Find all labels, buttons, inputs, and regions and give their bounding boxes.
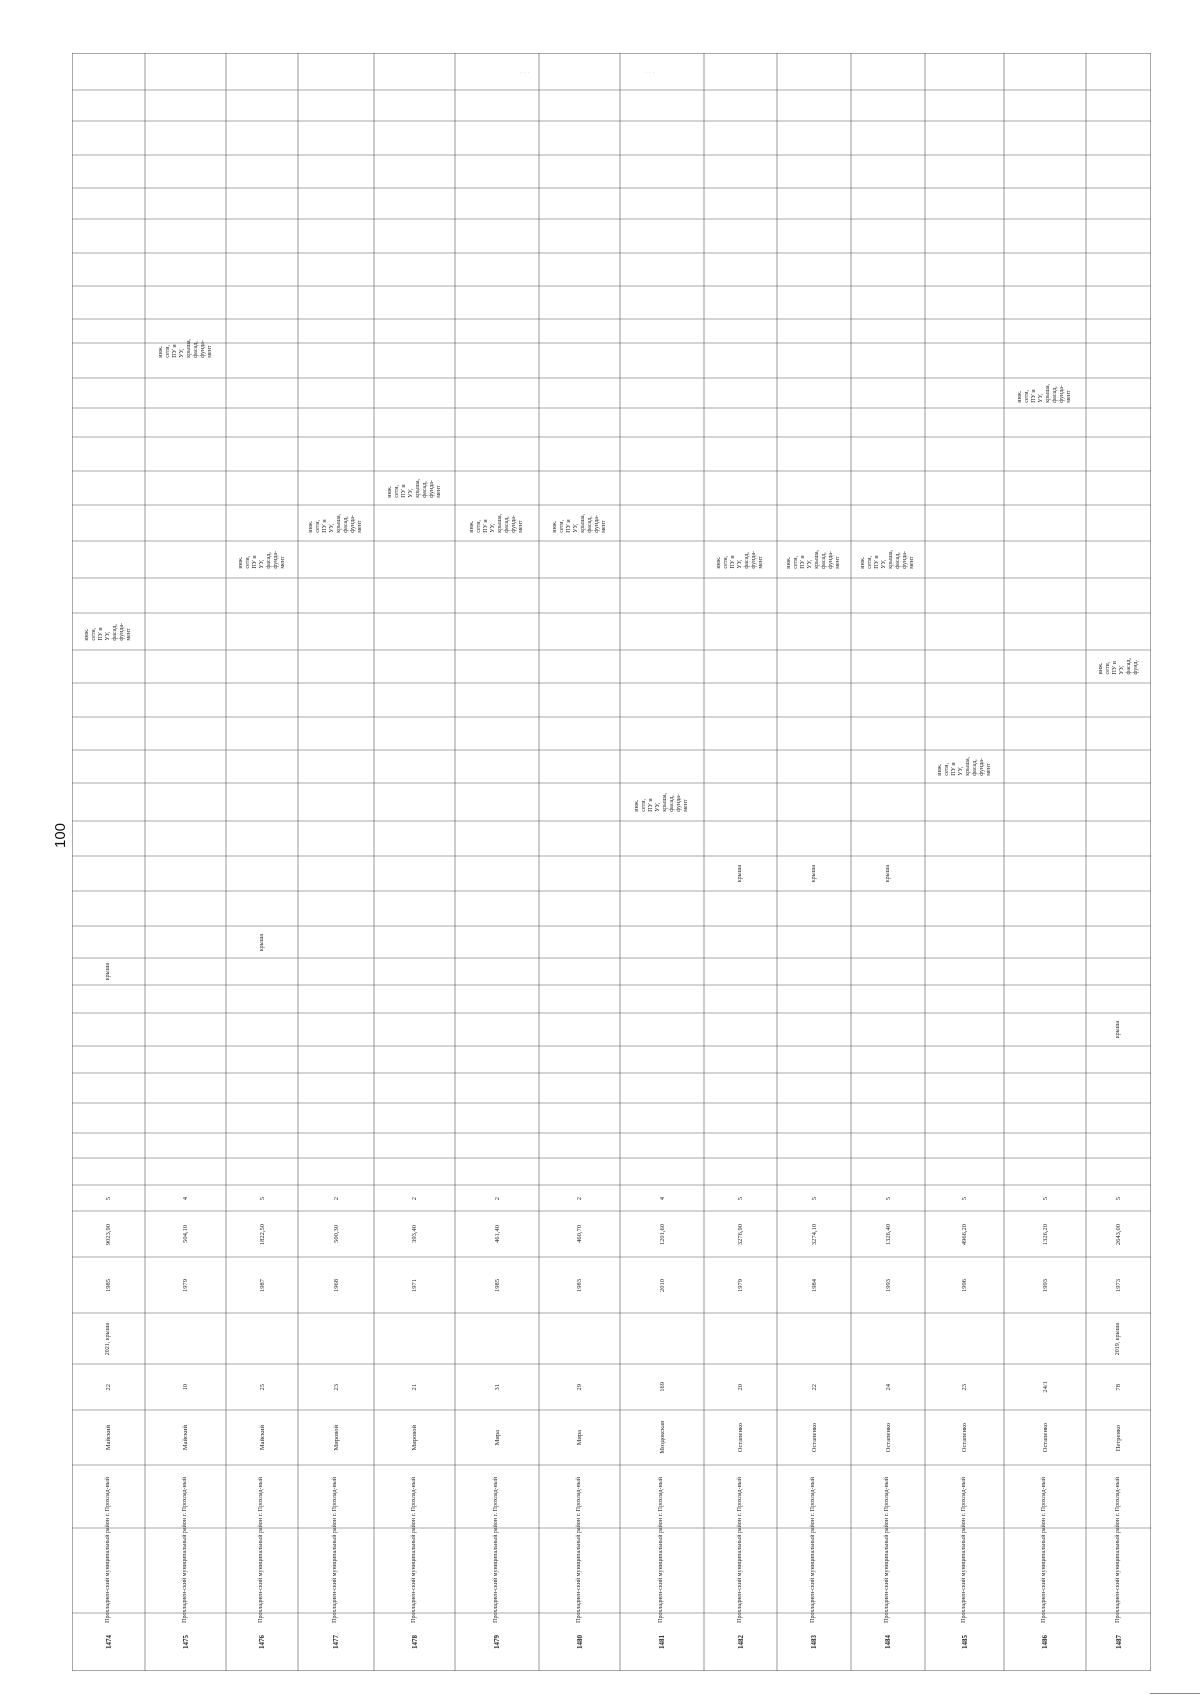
- floors-cell: 5: [105, 1196, 112, 1200]
- row-number: 1476: [258, 1635, 266, 1649]
- city-cell: г. Прохлад-ный: [736, 1477, 743, 1517]
- floors-cell: 5: [961, 1196, 968, 1200]
- district-cell: Прохладнен-ский муниципальный район: [104, 1518, 111, 1623]
- house-cell: 31: [493, 1383, 501, 1390]
- district-cell: Прохладнен-ский муниципальный район: [960, 1518, 967, 1623]
- faint-mark: · · ·: [520, 70, 530, 76]
- house-cell: 22: [810, 1383, 818, 1390]
- year-cell: 1987: [258, 1278, 266, 1292]
- district-cell: Прохладнен-ский муниципальный район: [658, 1518, 664, 1623]
- work-type-cell: инж. сети, ПУ и УУ, крыша, фасад, фунда- мент: [551, 513, 607, 533]
- row-number: 1485: [960, 1635, 969, 1649]
- row-number: 1482: [736, 1635, 745, 1649]
- city-cell: г. Прохлад-ный: [258, 1477, 264, 1517]
- area-cell: 4966,20: [961, 1223, 968, 1245]
- faint-mark: · · ·: [645, 70, 655, 76]
- area-cell: 3274,10: [810, 1223, 818, 1245]
- work-type-cell: инж. сети, ПУ и УУ, крыша, фасад, фунда- мент: [469, 513, 524, 533]
- street-cell: Остапенко: [737, 1423, 744, 1453]
- year-cell: 1968: [332, 1278, 340, 1292]
- area-cell: 2643,00: [1115, 1223, 1122, 1245]
- area-cell: 1326,40: [884, 1223, 892, 1245]
- year-cell: 1983: [576, 1278, 583, 1292]
- street-cell: Мировой: [332, 1424, 340, 1451]
- district-cell: Прохладнен-ский муниципальный район: [736, 1518, 743, 1623]
- district-cell: Прохладнен-ский муниципальный район: [181, 1518, 188, 1623]
- work-type-cell: инж. сети, ПУ и УУ, крыша, фасад, фунда- мент: [308, 513, 363, 533]
- street-cell: Мировой: [411, 1424, 418, 1451]
- work-type-cell: инж. сети, ПУ и УУ, крыша, фасад, фунда- мент: [860, 550, 915, 569]
- city-cell: г. Прохлад-ный: [181, 1477, 188, 1517]
- note-cell: 2021, крыша: [104, 1322, 111, 1355]
- year-cell: 1985: [105, 1278, 112, 1292]
- floors-cell: 2: [411, 1196, 418, 1200]
- work-type-cell: инж. сети, ПУ и УУ, крыша, фасад, фунда- мент: [1017, 383, 1072, 403]
- area-cell: 1326,20: [1041, 1223, 1049, 1245]
- floors-cell: 2: [493, 1196, 501, 1200]
- work-type-cell: крыша: [105, 963, 111, 981]
- street-cell: Остапенко: [1041, 1423, 1049, 1453]
- area-cell: 1201,60: [658, 1223, 666, 1245]
- row-number: 1486: [1041, 1635, 1049, 1649]
- street-cell: Мира: [576, 1430, 583, 1446]
- work-type-cell: инж. сети, ПУ и УУ, фасад, фунда- мент: [716, 550, 764, 569]
- street-cell: Остапенко: [810, 1423, 818, 1453]
- work-type-cell: инж. сети, ПУ и УУ, крыша, фасад, фунда- мент: [936, 757, 992, 776]
- district-cell: Прохладнен-ский муниципальный район: [1041, 1518, 1047, 1623]
- district-cell: Прохладнен-ский муниципальный район: [884, 1518, 890, 1623]
- city-cell: г. Прохлад-ный: [332, 1477, 338, 1517]
- street-cell: Остапенко: [961, 1423, 968, 1453]
- year-cell: 1979: [737, 1278, 744, 1292]
- street-cell: Моздокская: [658, 1421, 666, 1454]
- city-cell: г. Прохлад-ный: [1041, 1477, 1047, 1517]
- house-cell: 22: [105, 1383, 112, 1390]
- work-type-cell: крыша: [258, 933, 265, 951]
- floors-cell: 5: [884, 1196, 892, 1200]
- row-number: 1475: [181, 1635, 190, 1649]
- area-cell: 504,10: [182, 1225, 189, 1243]
- city-cell: г. Прохлад-ный: [884, 1477, 890, 1517]
- row-number: 1487: [1114, 1635, 1123, 1649]
- work-type-cell: инж. сети, ПУ и УУ, крыша, фасад, фунда- мент: [157, 339, 213, 358]
- district-cell: Прохладнен-ский муниципальный район: [493, 1518, 499, 1623]
- city-cell: г. Прохлад-ный: [575, 1477, 582, 1517]
- work-type-cell: инж. сети, ПУ и УУ, фасад, фунда- мент: [237, 550, 286, 569]
- house-cell: 25: [258, 1383, 266, 1390]
- area-cell: 1822,50: [258, 1223, 266, 1245]
- house-cell: 169: [658, 1382, 666, 1392]
- work-type-cell: инж. сети, ПУ и УУ, фасад, фунда- мент: [84, 622, 132, 641]
- street-cell: Майский: [105, 1425, 112, 1451]
- row-number: 1483: [810, 1635, 818, 1649]
- house-cell: 29: [576, 1383, 583, 1390]
- area-cell: 3276,90: [737, 1223, 744, 1245]
- floors-cell: 5: [1115, 1196, 1122, 1200]
- floors-cell: 5: [258, 1196, 266, 1200]
- city-cell: г. Прохлад-ный: [810, 1477, 816, 1517]
- page-number: 100: [52, 822, 69, 848]
- row-number: 1481: [658, 1635, 666, 1649]
- house-cell: 24/1: [1041, 1381, 1049, 1393]
- house-cell: 78: [1115, 1383, 1122, 1390]
- note-cell: 2019, крыша: [1114, 1322, 1121, 1355]
- house-cell: 10: [182, 1383, 189, 1390]
- district-cell: Прохладнен-ский муниципальный район: [410, 1518, 417, 1623]
- work-type-cell: крыша: [810, 865, 817, 883]
- house-cell: 23: [961, 1383, 968, 1390]
- district-cell: Прохладнен-ский муниципальный район: [332, 1518, 338, 1623]
- area-cell: 460,70: [576, 1225, 583, 1243]
- floors-cell: 2: [332, 1196, 340, 1200]
- table-grid: [72, 53, 1151, 1671]
- work-type-cell: инж. сети, ПУ и УУ, крыша, фасад, фунда- мент: [386, 478, 442, 498]
- street-cell: Петренко: [1115, 1424, 1122, 1451]
- floors-cell: 4: [182, 1196, 189, 1200]
- row-number: 1478: [410, 1635, 419, 1649]
- district-cell: Прохладнен-ский муниципальный район: [575, 1518, 582, 1623]
- year-cell: 1973: [1115, 1278, 1122, 1292]
- street-cell: Мира: [493, 1430, 501, 1446]
- city-cell: г. Прохлад-ный: [1114, 1477, 1121, 1517]
- district-cell: Прохладнен-ский муниципальный район: [1114, 1518, 1121, 1623]
- year-cell: 1979: [182, 1278, 189, 1292]
- year-cell: 2010: [658, 1278, 666, 1292]
- year-cell: 1993: [884, 1278, 892, 1292]
- work-type-cell: крыша: [737, 865, 743, 883]
- street-cell: Майский: [258, 1425, 266, 1451]
- house-cell: 20: [737, 1383, 744, 1390]
- house-cell: 21: [411, 1383, 418, 1390]
- street-cell: Майский: [182, 1425, 189, 1451]
- floors-cell: 5: [1041, 1196, 1049, 1200]
- street-cell: Остапенко: [884, 1423, 892, 1453]
- city-cell: г. Прохлад-ный: [960, 1477, 967, 1517]
- year-cell: 1996: [961, 1278, 968, 1292]
- area-cell: 461,40: [493, 1225, 501, 1243]
- floors-cell: 5: [737, 1196, 744, 1200]
- area-cell: 500,30: [332, 1225, 340, 1243]
- floors-cell: 4: [658, 1196, 666, 1200]
- house-cell: 24: [884, 1383, 892, 1390]
- district-cell: Прохладнен-ский муниципальный район: [258, 1518, 264, 1623]
- city-cell: г. Прохлад-ный: [104, 1477, 111, 1517]
- floors-cell: 5: [810, 1196, 818, 1200]
- work-type-cell: инж. сети, ПУ и УУ, крыша, фасад, фунда- мент: [634, 792, 689, 812]
- work-type-cell: инж. сети, ПУ и УУ, фасад, фунд.: [1097, 658, 1139, 675]
- city-cell: г. Прохлад-ный: [658, 1477, 664, 1517]
- corner-mark: [1150, 1693, 1200, 1696]
- row-number: 1484: [884, 1635, 892, 1649]
- district-cell: Прохладнен-ский муниципальный район: [810, 1518, 816, 1623]
- year-cell: 1971: [411, 1278, 418, 1292]
- row-number: 1480: [575, 1635, 584, 1649]
- register-table: [72, 53, 1151, 1671]
- area-cell: 393,40: [411, 1225, 418, 1243]
- work-type-cell: крыша: [1115, 1021, 1121, 1039]
- year-cell: 1993: [1041, 1278, 1049, 1292]
- row-number: 1477: [332, 1635, 340, 1649]
- house-cell: 23: [332, 1383, 340, 1390]
- year-cell: 1984: [810, 1278, 818, 1292]
- area-cell: 9023,90: [105, 1223, 112, 1245]
- row-number: 1474: [104, 1635, 113, 1649]
- city-cell: г. Прохлад-ный: [493, 1477, 499, 1517]
- work-type-cell: крыша: [884, 865, 891, 883]
- city-cell: г. Прохлад-ный: [410, 1477, 417, 1517]
- row-number: 1479: [493, 1635, 501, 1649]
- floors-cell: 2: [576, 1196, 583, 1200]
- work-type-cell: инж. сети, ПУ и УУ, крыша, фасад, фунда- мент: [786, 550, 841, 569]
- year-cell: 1985: [493, 1278, 501, 1292]
